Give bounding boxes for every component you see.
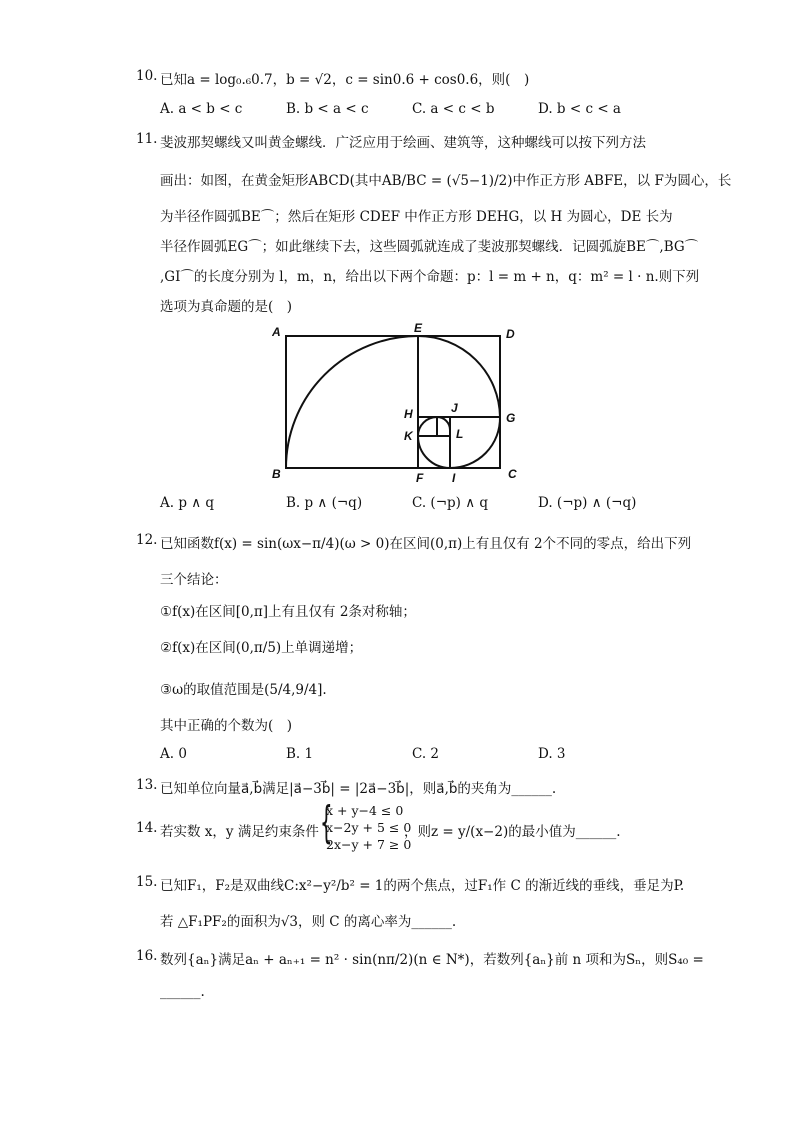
conclusion-2: ②f(x)在区间(0,π/5)上单调递增； (160, 640, 363, 656)
constraint-2: x−2y + 5 ≤ 0 (326, 820, 412, 835)
question-number: 16. (136, 948, 158, 964)
spiral-arc-eg (418, 336, 500, 417)
option-a: A. 0 (160, 746, 187, 762)
question-number: 13. (136, 777, 158, 793)
option-c: C. 2 (412, 746, 440, 762)
conclusion-3: ③ω的取值范围是(5/4,9/4]. (160, 682, 327, 698)
question-text-line: 选项为真命题的是( ) (160, 299, 293, 315)
question-text-line: 三个结论： (160, 572, 228, 588)
label-b: B (272, 467, 281, 481)
system-brace: { (320, 797, 333, 848)
question-text-line: 半径作圆弧EG⌒；如此继续下去，这些圆弧就连成了斐波那契螺线．记圆弧旋BE⌒,BG⌒ (160, 239, 699, 255)
option-b: B. 1 (286, 746, 314, 762)
spiral-arc-kj (418, 417, 437, 436)
question-text-line: 已知函数f(x) = sin(ωx−π/4)(ω > 0)在区间(0,π)上有且仅有 2个不同的零点，给出下列 (160, 536, 692, 552)
question-text-line: 画出：如图，在黄金矩形ABCD(其中AB/BC = (√5−1)/2)中作正方形 ABFE，以 F为圆心，长 (160, 173, 732, 189)
option-a: A. p ∧ q (160, 495, 215, 511)
constraint-1: x + y−4 ≤ 0 (326, 803, 404, 818)
label-d: D (506, 327, 515, 341)
spiral-arc-be (286, 336, 418, 468)
label-l: L (456, 427, 464, 441)
rectangle-abcd (286, 336, 500, 468)
option-b: B. p ∧ (¬q) (286, 495, 363, 511)
option-a: A. a < b < c (160, 101, 243, 117)
constraint-3: 2x−y + 7 ≥ 0 (326, 837, 412, 852)
option-c: C. a < c < b (412, 101, 495, 117)
question-text-line: 已知F₁，F₂是双曲线C:x²−y²/b² = 1的两个焦点，过F₁作 C 的渐近线的垂线，垂足为P. (160, 878, 685, 894)
label-c: C (508, 467, 517, 481)
label-h: H (404, 407, 413, 421)
label-e: E (414, 322, 423, 335)
spiral-arc-inner (437, 417, 450, 430)
question-number: 14. (136, 820, 158, 836)
conclusion-1: ①f(x)在区间[0,π]上有且仅有 2条对称轴； (160, 604, 416, 620)
question-text-line: 斐波那契螺线又叫黄金螺线．广泛应用于绘画、建筑等，这种螺线可以按下列方法 (160, 135, 646, 151)
question-number: 12. (136, 532, 158, 548)
label-k: K (404, 429, 413, 443)
label-g: G (506, 411, 516, 425)
question-text: 已知a = log₀.₆0.7，b = √2，c = sin0.6 + cos0.6，则( ) (160, 72, 530, 88)
label-i: I (452, 471, 456, 485)
question-text-end: ，则z = y/(x−2)的最小值为______. (404, 824, 621, 840)
spiral-arc-ik (418, 436, 450, 468)
label-a: A (272, 325, 281, 339)
question-text-line: 数列{aₙ}满足aₙ + aₙ₊₁ = n² · sin(nπ/2)(n ∈ N*)，若数列{aₙ}前 n 项和为Sₙ，则S₄₀ = (160, 952, 704, 968)
question-text-line: 为半径作圆弧BE⌒；然后在矩形 CDEF 中作正方形 DEHG，以 H 为圆心，DE 长为 (160, 209, 673, 225)
question-number: 11. (136, 131, 158, 147)
question-text: 已知单位向量a⃗,b⃗满足|a⃗−3b⃗| = |2a⃗−3b⃗|，则a⃗,b⃗的夹角为______. (160, 781, 557, 797)
question-text-line: ,GI⌒的长度分别为 l，m，n，给出以下两个命题：p：l = m + n，q：m² = l · n.则下列 (160, 269, 700, 285)
question-text-line: 其中正确的个数为( ) (160, 718, 293, 734)
label-f: F (416, 471, 424, 485)
question-number: 10. (136, 68, 158, 84)
golden-spiral-figure (272, 322, 532, 486)
question-number: 15. (136, 874, 158, 890)
label-j: J (451, 401, 458, 415)
option-b: B. b < a < c (286, 101, 369, 117)
option-d: D. (¬p) ∧ (¬q) (538, 495, 637, 511)
option-d: D. b < c < a (538, 101, 621, 117)
answer-blank: ______. (160, 984, 205, 1000)
option-d: D. 3 (538, 746, 566, 762)
question-text-line: 若 △F₁PF₂的面积为√3，则 C 的离心率为______. (160, 914, 457, 930)
spiral-arc-gi (450, 417, 500, 468)
question-text-start: 若实数 x，y 满足约束条件 (160, 824, 319, 840)
option-c: C. (¬p) ∧ q (412, 495, 489, 511)
